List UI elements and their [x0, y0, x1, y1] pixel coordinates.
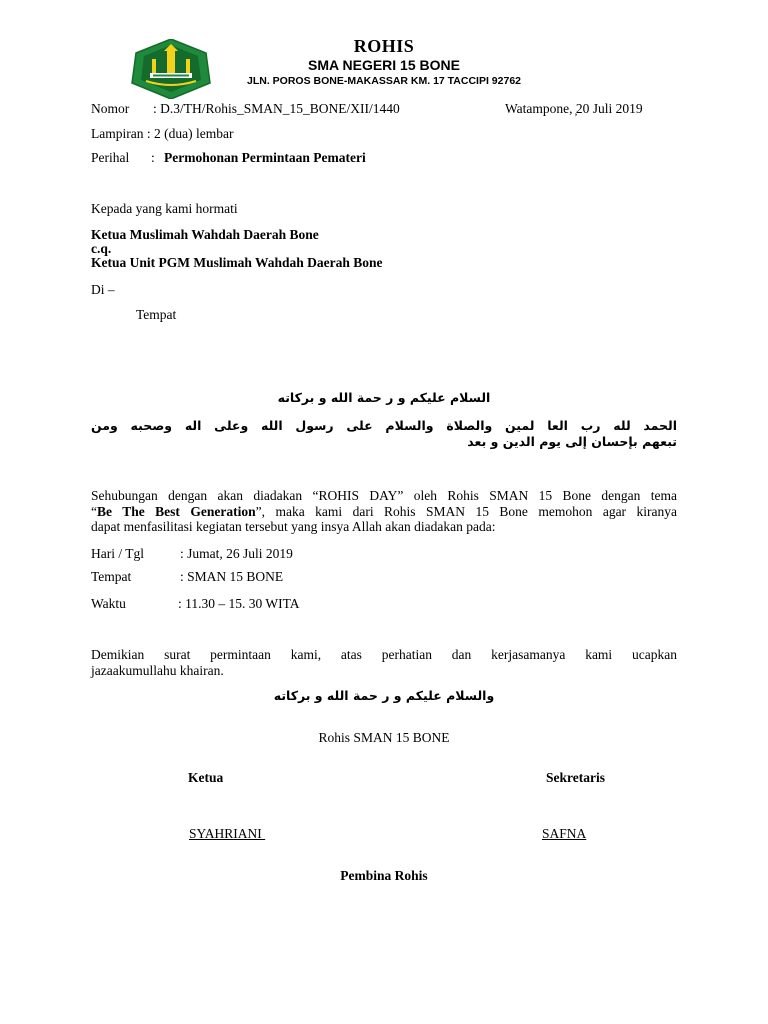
- recipient-di: Di –: [91, 282, 115, 297]
- school-address: JLN. POROS BONE-MAKASSAR KM. 17 TACCIPI 92762: [246, 75, 522, 87]
- sekretaris-title: Sekretaris: [546, 770, 605, 785]
- recipient-cq: c.q.: [91, 241, 112, 256]
- waktu-value: : 11.30 – 15. 30 WITA: [178, 596, 300, 611]
- body-paragraph: [91, 488, 677, 535]
- pembina-title: Pembina Rohis: [340, 868, 428, 883]
- closing-line-2: jazaakumullahu khairan.: [91, 662, 224, 678]
- closing-line-1: Demikian surat permintaan kami, atas perhatian dan kerjasamanya kami ucapkan: [91, 647, 677, 662]
- nomor-label: Nomor: [91, 101, 130, 116]
- sekretaris-name: SAFNA: [542, 826, 587, 841]
- arabic-hamdalah-2: تبعهم بإحسان إلى يوم الدين و بعد: [467, 434, 677, 449]
- org-title: ROHIS: [353, 36, 415, 56]
- perihal-value: Permohonan Permintaan Pemateri: [164, 150, 366, 165]
- arabic-hamdalah-1: الحمد لله رب العا لمين والصلاة والسلام على رسول الله وعلى اله وصحبه ومن: [91, 418, 677, 433]
- body-line-1: Sehubungan dengan akan diadakan “ROHIS DAY” oleh Rohis SMAN 15 Bone dengan tema: [91, 488, 677, 503]
- ketua-title: Ketua: [188, 770, 224, 785]
- recipient-greeting: Kepada yang kami hormati: [91, 201, 238, 216]
- perihal-label: Perihal: [91, 150, 130, 165]
- theme-text: Be The Best Generation: [97, 503, 256, 519]
- waktu-label: Waktu: [91, 596, 126, 611]
- quote-open: “: [91, 503, 97, 519]
- recipient-line1: Ketua Muslimah Wahdah Daerah Bone: [91, 227, 319, 242]
- arabic-salam: السلام عليكم و ر حمة الله و بركاته: [277, 390, 491, 405]
- hari-label: Hari / Tgl: [91, 546, 144, 561]
- arabic-closing-salam: والسلام عليكم و ر حمة الله و بركاته: [273, 688, 495, 703]
- place-date: Watampone, ̦20 Juli 2019: [505, 101, 643, 116]
- body-line-3: dapat menfasilitasi kegiatan tersebut yang insya Allah akan diadakan pada:: [91, 519, 496, 534]
- body-line-2-rest: ”, maka kami dari Rohis SMAN 15 Bone memohon agar kiranya: [255, 503, 677, 519]
- recipient-tempat: Tempat: [136, 307, 177, 322]
- body-line-2: [91, 504, 677, 520]
- signature-org: Rohis SMAN 15 BONE: [318, 730, 450, 745]
- hari-value: : Jumat, 26 Juli 2019: [180, 546, 293, 561]
- recipient-line2: Ketua Unit PGM Muslimah Wahdah Daerah Bone: [91, 255, 383, 270]
- ketua-name: SYAHRIANI: [189, 826, 266, 841]
- perihal-colon: :: [151, 150, 155, 165]
- tempat-label: Tempat: [91, 569, 132, 584]
- school-name: SMA NEGERI 15 BONE: [308, 57, 460, 73]
- lampiran: Lampiran : 2 (dua) lembar: [91, 126, 234, 141]
- closing-paragraph: [91, 647, 677, 678]
- nomor-value: : D.3/TH/Rohis_SMAN_15_BONE/XII/1440: [153, 101, 400, 116]
- tempat-value: : SMAN 15 BONE: [180, 569, 284, 584]
